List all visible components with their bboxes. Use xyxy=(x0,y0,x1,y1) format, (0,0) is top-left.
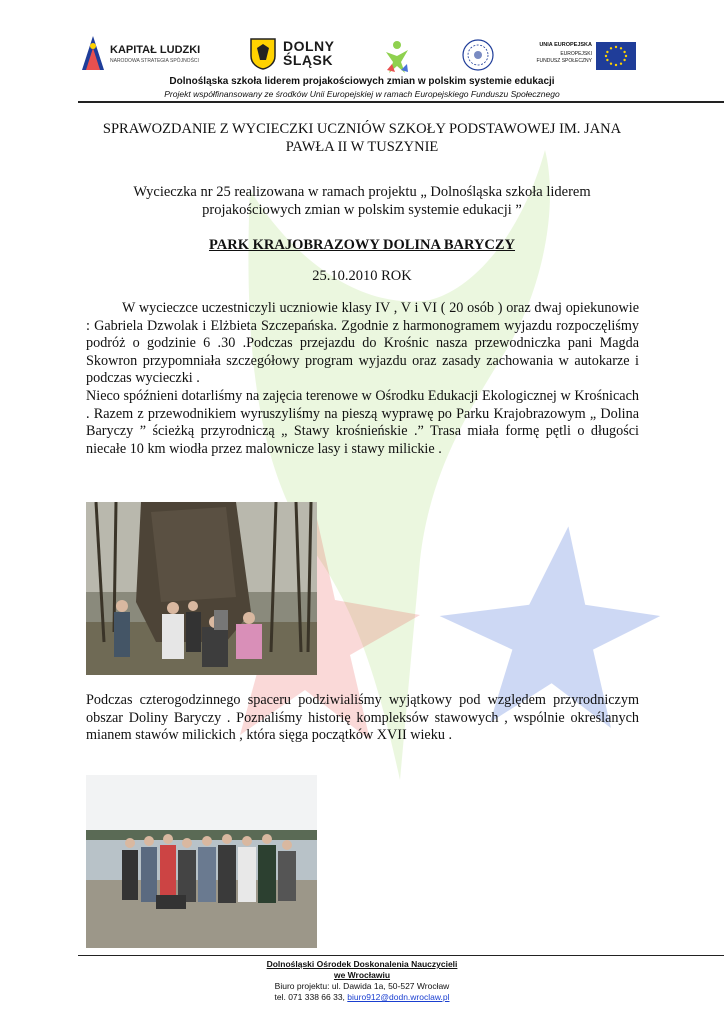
paragraph-3: Podczas czterogodzinnego spaceru podziwialiśmy wyjątkowy pod względem przyrodniczym obszar Doliny Baryczy . Poznaliśmy historię kompleksów stawowych , wspólnie określanych mianem stawów milickich , która sięga początków XVII wieku . xyxy=(86,692,639,744)
report-title-line1: SPRAWOZDANIE Z WYCIECZKI UCZNIÓW SZKOŁY PODSTAWOWEJ IM. JANA xyxy=(102,121,622,137)
dolny-slask-shield-icon xyxy=(250,38,276,70)
project-star-figure-icon xyxy=(383,40,411,74)
dodn-emblem-icon xyxy=(461,38,495,72)
intro-line1: Wycieczka nr 25 realizowana w ramach projektu „ Dolnośląska szkoła liderem xyxy=(133,184,591,200)
trip-date: 25.10.2010 ROK xyxy=(312,268,412,284)
eu-logo xyxy=(536,42,638,72)
intro-line2: projakościowych zmian w polskim systemie edukacji ” xyxy=(202,202,522,218)
footer xyxy=(0,959,724,1003)
paragraph-2: Nieco spóźnieni dotarliśmy na zajęcia terenowe w Ośrodku Edukacji Ekologicznej w Krośnicach . Razem z przewodnikiem wyruszyliśmy na pieszą wyprawę po Parku Krajobrazowym „ Dolina Baryczy ” ścieżką przyrodniczą „ Stawy krośnieńskie .” Trasa miała formę pętli o długości niecałe 10 km wiodła przez malownicze lasy i stawy milickie . xyxy=(86,387,639,457)
footer-phone: tel. 071 338 66 33, xyxy=(274,992,345,1002)
eu-label-2: EUROPEJSKI xyxy=(560,51,592,57)
kapital-ludzki-title: KAPITAŁ LUDZKI xyxy=(110,44,201,56)
header-divider xyxy=(78,101,724,103)
report-title xyxy=(80,120,644,156)
eu-label-3: FUNDUSZ SPOŁECZNY xyxy=(536,58,592,64)
intro-text xyxy=(80,183,644,219)
kapital-ludzki-subtitle: NARODOWA STRATEGIA SPÓJNOŚCI xyxy=(110,58,199,64)
dolny-slask-logo xyxy=(250,38,345,70)
paragraph-1: W wycieczce uczestniczyli uczniowie klasy IV , V i VI ( 20 osób ) oraz dwaj opiekunowie : Gabriela Dzwolak i Elżbieta Szczepańska. Zgodnie z harmonogramem wyjazdu rozpoczęliśmy podróż o godzinie 6 .30 .Podczas przejazdu do Krośnic nasza przewodniczka pani Magda Skowron przypomniała szczegółowy program wyjazdu oraz zasady zachowania w autokarze i podczas wycieczki . xyxy=(86,300,639,387)
footer-contact xyxy=(0,992,724,1003)
photo-group-at-oak xyxy=(86,502,317,675)
report-title-line2: PAWŁA II W TUSZYNIE xyxy=(285,139,439,155)
project-subtitle: Projekt współfinansowany ze środków Unii Europejskiej w ramach Europejskiego Funduszu Społecznego xyxy=(164,89,560,99)
park-heading: PARK KRAJOBRAZOWY DOLINA BARYCZY xyxy=(208,237,516,253)
footer-address: Biuro projektu: ul. Dawida 1a, 50-527 Wrocław xyxy=(274,981,450,991)
kapital-ludzki-emblem-icon xyxy=(80,36,106,72)
footer-org-line2: we Wrocławiu xyxy=(333,970,391,980)
eu-flag-icon xyxy=(596,42,636,70)
footer-divider xyxy=(78,955,724,956)
report-body xyxy=(86,300,639,458)
paragraph-3-block xyxy=(86,692,639,745)
photo-group-at-oak-image xyxy=(86,502,317,675)
footer-email-link[interactable]: biuro912@dodn.wroclaw.pl xyxy=(347,992,450,1002)
photo-group-at-lake xyxy=(86,775,317,948)
dolny-slask-line1: DOLNY xyxy=(283,38,335,54)
dolny-slask-line2: ŚLĄSK xyxy=(283,52,333,68)
project-title: Dolnośląska szkoła liderem projakościowych zmian w polskim systemie edukacji xyxy=(169,76,555,87)
footer-org-line1: Dolnośląski Ośrodek Doskonalenia Nauczycieli xyxy=(266,959,458,969)
photo-group-at-lake-image xyxy=(86,775,317,948)
kapital-ludzki-logo xyxy=(80,36,210,72)
eu-label-1: UNIA EUROPEJSKA xyxy=(539,42,592,48)
